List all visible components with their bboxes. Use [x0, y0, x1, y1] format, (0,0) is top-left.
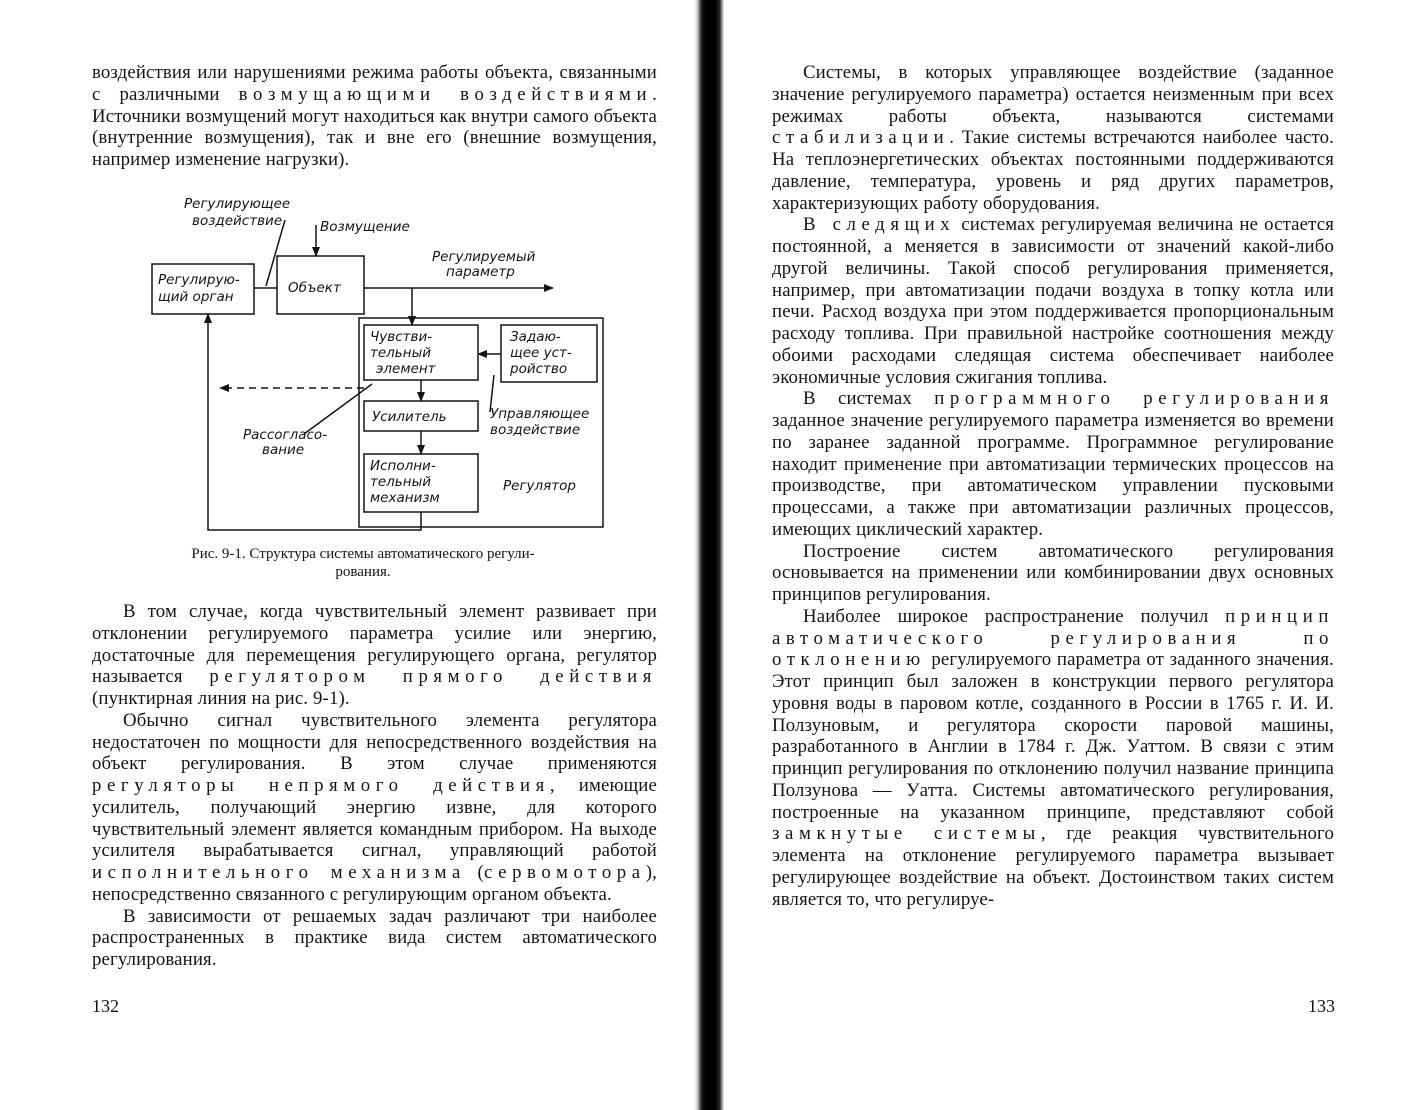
- fig-label-actuator: Исполни-: [370, 458, 436, 474]
- right-page-number: 133: [1308, 996, 1335, 1016]
- left-paragraph-1: В том случае, когда чувствительный элемент развивает при отклонении регулируемого параметра усилие или энергию, достаточные для перемещения регулирующего органа, регулятор называется регулятором прямого действия (пунктирная линия на рис. 9-1).: [92, 601, 657, 709]
- left-page: [0, 0, 694, 1110]
- fig-label-actuator-3: механизм: [370, 490, 440, 506]
- fig-label-object: Объект: [288, 280, 341, 296]
- fig-label-organ: Регулирую-: [158, 272, 240, 288]
- fig-label-amplifier: Усилитель: [372, 409, 447, 425]
- left-page-number: 132: [92, 996, 119, 1016]
- left-paragraph-3: В зависимости от решаемых задач различают три наиболее распространенных в практике вида систем автоматического регулирования.: [92, 905, 657, 970]
- left-body-text: [92, 601, 657, 971]
- right-body-text: [772, 62, 1334, 910]
- fig-label-param-2: параметр: [446, 264, 515, 280]
- fig-label-sensor-2: тельный: [370, 345, 432, 361]
- figure-9-1-diagram: [140, 190, 620, 540]
- fig-label-organ-2: щий орган: [158, 289, 234, 305]
- figure-caption: Рис. 9-1. Структура системы автоматического регули- рования.: [191, 546, 535, 580]
- fig-label-mismatch-2: вание: [262, 442, 305, 458]
- reg-action-leader: [266, 220, 285, 286]
- fig-label-control: Управляющее: [490, 406, 590, 422]
- fig-label-reg-action: Регулирующее: [184, 196, 291, 212]
- fig-label-sensor-3: элемент: [376, 361, 436, 377]
- book-spine: [694, 0, 724, 1110]
- fig-label-setter-3: ройство: [510, 361, 568, 377]
- fig-label-control-2: воздействие: [490, 422, 581, 438]
- fig-label-regulator: Регулятор: [503, 478, 576, 494]
- fig-label-mismatch: Рассогласо-: [243, 427, 328, 443]
- fig-label-actuator-2: тельный: [370, 474, 432, 490]
- right-page: [724, 0, 1423, 1110]
- left-top-paragraph: воздействия или нарушениями режима работы объекта, связанными с различными возмущающими воздействиями. Источники возмущений могут находиться как внутри самого объекта (внутренние возмущения), так и вне его (внешние возмущения, например изменение нагрузки).: [92, 62, 657, 170]
- right-paragraph-5: Наиболее широкое распространение получил принцип автоматического регулирования по отклонению регулируемого параметра от заданного значения. Этот принцип был заложен в конструкции первого регулятора уровня воды в паровом котле, созданного в России в 1765 г. И. И. Ползуновым, и регулятора скорости паровой машины, разработанного в Англии в 1784 г. Дж. Уаттом. В связи с этим принцип регулирования по отклонению получил название принципа Ползунова — Уатта. Системы автоматического регулирования, построенные на указанном принципе, представляют собой замкнутые системы, где реакция чувствительного элемента на отклонение регулируемого параметра вызывает регулирующее воздействие на объект. Достоинством таких систем является то, что регулируе-: [772, 605, 1334, 910]
- right-paragraph-2: В следящих системах регулируемая величина не остается постоянной, а меняется в зависимости от значений какой-либо другой величины. Такой способ регулирования применяется, например, при автоматизации подачи воздуха в топку котла или печи. Расход воздуха при этом поддерживается пропорциональным расходу топлива. При правильной настройке соотношения между обоими расходами следящая система обеспечивает наиболее экономичные условия сжигания топлива.: [772, 214, 1334, 388]
- right-paragraph-4: Построение систем автоматического регулирования основывается на применении или комбинировании двух основных принципов регулирования.: [772, 540, 1334, 605]
- fig-label-param: Регулируемый: [432, 249, 536, 265]
- right-paragraph-3: В системах программного регулирования заданное значение регулируемого параметра изменяется во времени по заранее заданной программе. Программное регулирование находит применение при автоматизации термических процессов на производстве, при автоматическом управлении пусковыми процессами, а также при автоматизации различных процессов, имеющих циклический характер.: [772, 388, 1334, 540]
- fig-label-reg-action-2: воздействие: [192, 213, 283, 229]
- fig-label-sensor: Чувстви-: [370, 329, 433, 345]
- fig-label-disturbance: Возмущение: [320, 219, 410, 235]
- fig-label-setter-2: щее уст-: [510, 345, 572, 361]
- left-paragraph-2: Обычно сигнал чувствительного элемента регулятора недостаточен по мощности для непосредственного воздействия на объект регулирования. В этом случае применяются регуляторы непрямого действия, имеющие усилитель, получающий энергию извне, для которого чувствительный элемент является командным прибором. На выходе усилителя вырабатывается сигнал, управляющий работой исполнительного механизма (сервомотора), непосредственно связанного с регулирующим органом объекта.: [92, 709, 657, 905]
- spaced-emphasis: возмущающими воздействиями: [238, 83, 653, 105]
- right-paragraph-1: Системы, в которых управляющее воздействие (заданное значение регулируемого параметра) остается неизменным при всех режимах работы объекта, называются системами стабилизации. Такие системы встречаются наиболее часто. На теплоэнергетических объектах постоянными поддерживаются давление, температура, уровень и ряд других параметров, характеризующих работу оборудования.: [772, 62, 1334, 214]
- fig-label-setter: Задаю-: [510, 329, 561, 345]
